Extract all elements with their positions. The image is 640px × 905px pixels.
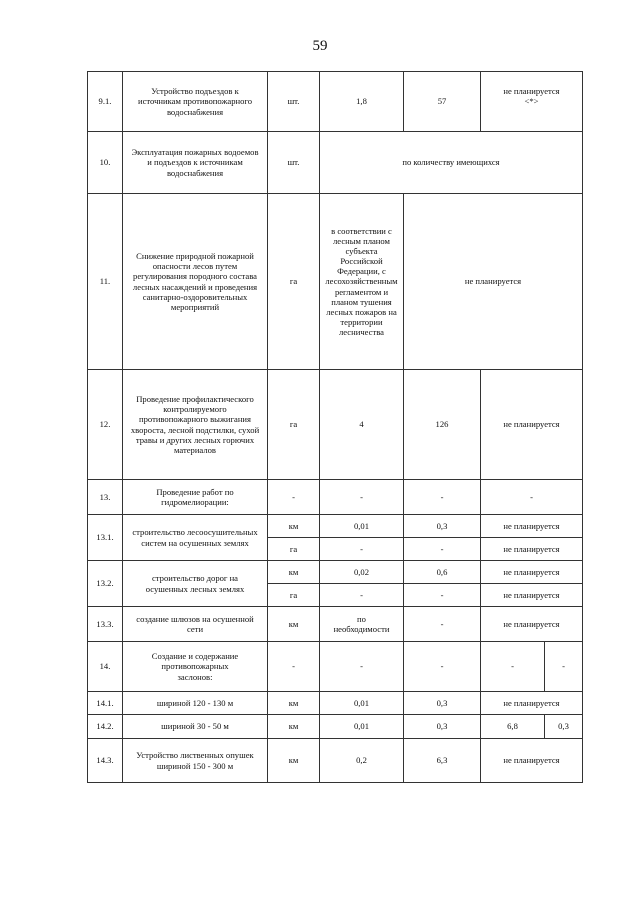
note-cell: не планируется: [404, 194, 583, 370]
page-number: 59: [312, 38, 328, 54]
measure-name: создание шлюзов на осушенной сети: [123, 607, 268, 642]
row-number: 11.: [88, 194, 123, 370]
measure-name: шириной 30 - 50 м: [123, 715, 268, 739]
value-cell: по необходимости: [320, 607, 404, 642]
measure-name: Проведение профилактического контролируемого противопожарного выжигания хвороста, лесной подстилки, сухой травы и других лесных горючих материалов: [123, 370, 268, 480]
table-row: [88, 72, 583, 132]
measure-name: Эксплуатация пожарных водоемов и подъездов к источникам водоснабжения: [123, 132, 268, 194]
value-cell: -: [404, 584, 481, 607]
value-cell: 0,01: [320, 692, 404, 715]
note-cell: не планируется: [481, 538, 583, 561]
measure-name: Создание и содержание противопожарных заслонов:: [123, 642, 268, 692]
table-row: [88, 607, 583, 642]
value-cell: 0,3: [545, 715, 583, 739]
table-row: [88, 370, 583, 480]
note-cell: не планируется: [481, 692, 583, 715]
measure-name: Проведение работ по гидромелиорации:: [123, 480, 268, 515]
table-row: [88, 739, 583, 783]
value-cell: -: [320, 584, 404, 607]
row-number: 12.: [88, 370, 123, 480]
table-row: [88, 480, 583, 515]
table-row: [88, 515, 583, 538]
table-row: [88, 194, 583, 370]
note-cell: не планируется: [481, 561, 583, 584]
value-cell: 6,8: [481, 715, 545, 739]
row-number: 14.: [88, 642, 123, 692]
value-cell: -: [481, 642, 545, 692]
value-cell: 0,3: [404, 692, 481, 715]
unit-cell: га: [268, 538, 320, 561]
unit-cell: км: [268, 692, 320, 715]
table-row: [88, 642, 583, 692]
note-cell: не планируется: [481, 370, 583, 480]
unit-cell: га: [268, 194, 320, 370]
unit-cell: шт.: [268, 132, 320, 194]
table-row: [88, 561, 583, 584]
value-cell: 6,3: [404, 739, 481, 783]
measure-name: Снижение природной пожарной опасности лесов путем регулирования породного состава лесных насаждений и проведения санитарно-оздоровительных мероприятий: [123, 194, 268, 370]
note-cell: не планируется: [481, 607, 583, 642]
unit-cell: -: [268, 480, 320, 515]
value-cell: 0,01: [320, 715, 404, 739]
value-cell: 0,02: [320, 561, 404, 584]
value-cell: -: [320, 642, 404, 692]
table-row: [88, 715, 583, 739]
value-cell: -: [404, 642, 481, 692]
merged-value-cell: по количеству имеющихся: [320, 132, 583, 194]
unit-cell: км: [268, 607, 320, 642]
unit-cell: км: [268, 739, 320, 783]
value-cell: 0,3: [404, 715, 481, 739]
value-cell: 126: [404, 370, 481, 480]
value-cell: 57: [404, 72, 481, 132]
value-cell: 4: [320, 370, 404, 480]
note-cell: не планируется: [481, 515, 583, 538]
value-cell: -: [545, 642, 583, 692]
fire-prevention-measures-table: [87, 71, 583, 783]
note-cell: -: [481, 480, 583, 515]
value-cell: -: [404, 607, 481, 642]
unit-cell: шт.: [268, 72, 320, 132]
value-cell: -: [320, 480, 404, 515]
note-cell: не планируется: [481, 584, 583, 607]
row-number: 13.: [88, 480, 123, 515]
measure-name: строительство лесоосушительных систем на осушенных землях: [123, 515, 268, 561]
row-number: 10.: [88, 132, 123, 194]
value-cell: -: [404, 480, 481, 515]
table-row: [88, 132, 583, 194]
row-number: 13.3.: [88, 607, 123, 642]
value-cell: 0,6: [404, 561, 481, 584]
value-cell: -: [320, 538, 404, 561]
value-cell: в соответствии с лесным планом субъекта Российской Федерации, с лесохозяйственным регламентом и планом тушения лесных пожаров на территории лесничества: [320, 194, 404, 370]
table-row: [88, 692, 583, 715]
unit-cell: км: [268, 715, 320, 739]
measure-name: Устройство подъездов к источникам противопожарного водоснабжения: [123, 72, 268, 132]
row-number: 14.2.: [88, 715, 123, 739]
measure-name: строительство дорог на осушенных лесных землях: [123, 561, 268, 607]
note-cell: не планируется <*>: [481, 72, 583, 132]
value-cell: 0,01: [320, 515, 404, 538]
measure-name: Устройство лиственных опушек шириной 150 - 300 м: [123, 739, 268, 783]
row-number: 13.1.: [88, 515, 123, 561]
row-number: 14.3.: [88, 739, 123, 783]
row-number: 13.2.: [88, 561, 123, 607]
unit-cell: га: [268, 370, 320, 480]
value-cell: 0,2: [320, 739, 404, 783]
value-cell: -: [404, 538, 481, 561]
unit-cell: км: [268, 561, 320, 584]
value-cell: 1,8: [320, 72, 404, 132]
unit-cell: га: [268, 584, 320, 607]
unit-cell: км: [268, 515, 320, 538]
note-cell: не планируется: [481, 739, 583, 783]
row-number: 14.1.: [88, 692, 123, 715]
unit-cell: -: [268, 642, 320, 692]
measure-name: шириной 120 - 130 м: [123, 692, 268, 715]
value-cell: 0,3: [404, 515, 481, 538]
row-number: 9.1.: [88, 72, 123, 132]
